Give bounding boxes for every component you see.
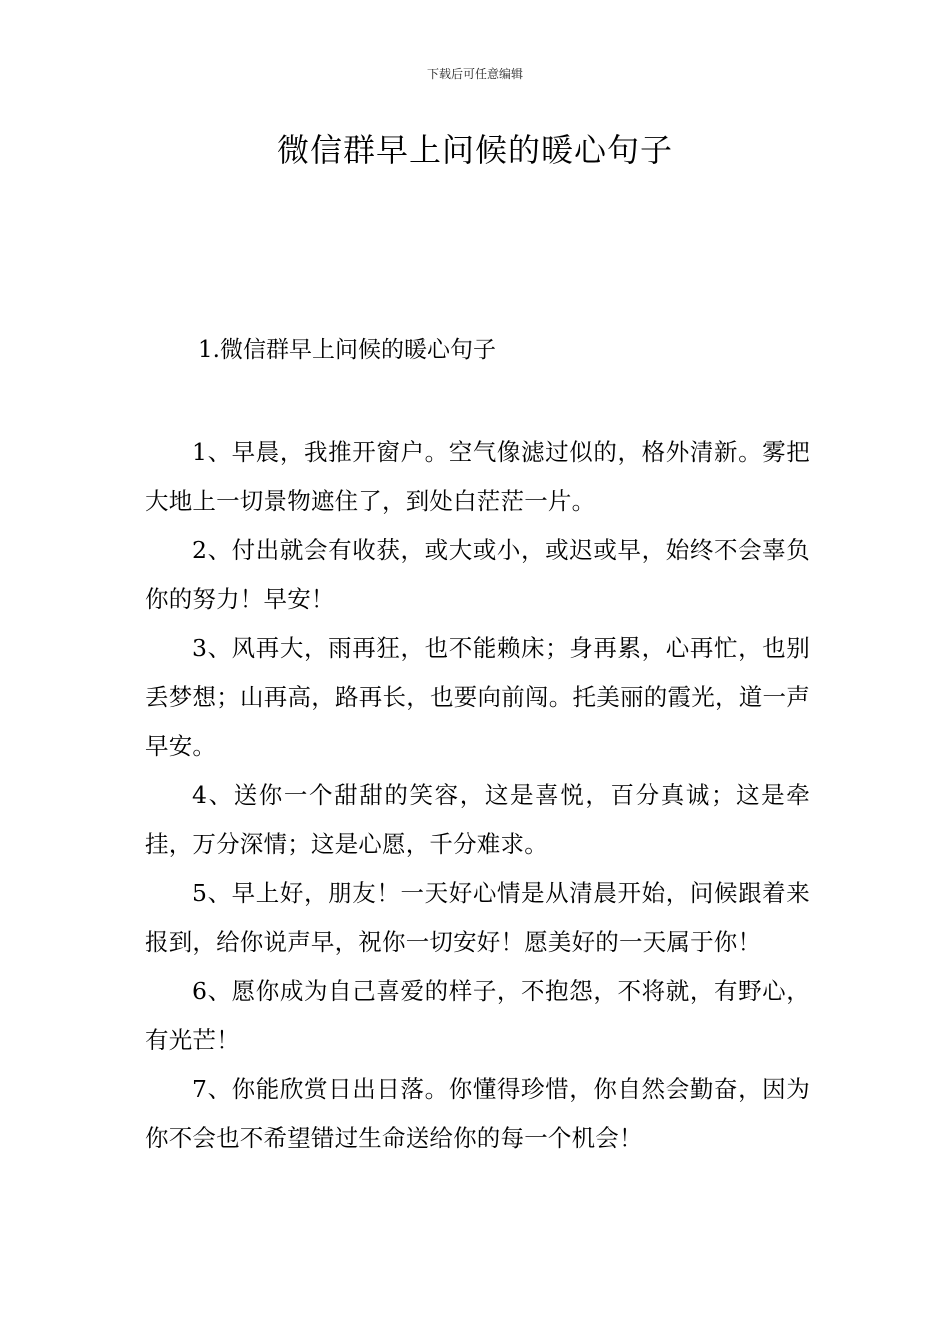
paragraph-3: 3、风再大，雨再狂，也不能赖床；身再累，心再忙，也别丢梦想；山再高，路再长，也要向前闯。托美丽的霞光，道一声早安。	[145, 634, 810, 760]
paragraph-6: 6、愿你成为自己喜爱的样子，不抱怨，不将就，有野心，有光芒！	[145, 977, 810, 1054]
paragraph-4: 4、送你一个甜甜的笑容，这是喜悦，百分真诚；这是牵挂，万分深情；这是心愿，千分难求。	[145, 781, 810, 858]
paragraph-1: 1、早晨，我推开窗户。空气像滤过似的，格外清新。雾把大地上一切景物遮住了，到处白茫茫一片。	[145, 438, 810, 515]
header-note: 下载后可任意编辑	[426, 67, 523, 81]
document-body	[145, 428, 810, 1163]
paragraph-2: 2、付出就会有收获，或大或小，或迟或早，始终不会辜负你的努力！早安！	[145, 536, 810, 613]
section-heading: 1.微信群早上问候的暖心句子	[198, 337, 496, 363]
paragraph-7: 7、你能欣赏日出日落。你懂得珍惜，你自然会勤奋，因为你不会也不希望错过生命送给你的每一个机会！	[145, 1075, 810, 1152]
paragraph-5: 5、早上好，朋友！一天好心情是从清晨开始，问候跟着来报到，给你说声早，祝你一切安好！愿美好的一天属于你！	[145, 879, 810, 956]
document-title: 微信群早上问候的暖心句子	[276, 131, 673, 169]
